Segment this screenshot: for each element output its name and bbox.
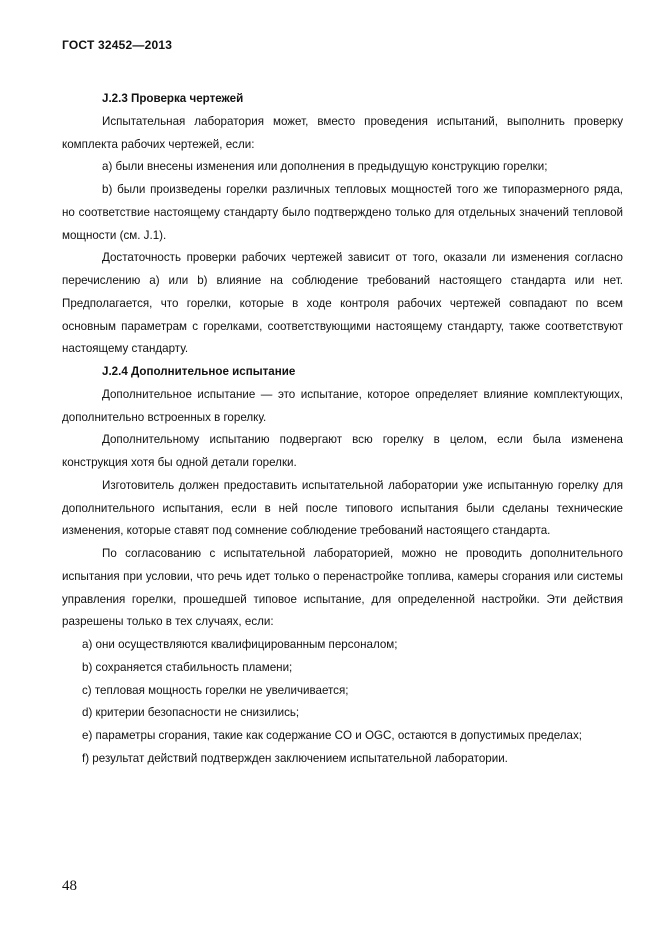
- document-body: [62, 88, 623, 771]
- list-item: e) параметры сгорания, такие как содержание CO и OGC, остаются в допустимых пределах;: [82, 729, 583, 742]
- section-heading: J.2.3 Проверка чертежей: [102, 92, 244, 105]
- list-item: а) были внесены изменения или дополнения в предыдущую конструкцию горелки;: [102, 160, 548, 174]
- document-header: ГОСТ 32452—2013: [62, 38, 173, 52]
- section-heading: J.2.4 Дополнительное испытание: [102, 365, 296, 378]
- paragraph: Достаточность проверки рабочих чертежей зависит от того, оказали ли изменения согласно перечислению a) или b) влияние на соблюдение требований настоящего стандарта или нет. Предполагается, что горелки, которые в ходе контроля рабочих чертежей совпадают по всем основным параметрам с горелками, соответствующими настоящему стандарту, также соответствуют настоящему стандарту.: [62, 251, 623, 356]
- paragraph: Изготовитель должен предоставить испытательной лаборатории уже испытанную горелку для дополнительного испытания, если в ней после типового испытания были сделаны технические изменения, которые ставят под сомнение соблюдение требований настоящего стандарта.: [62, 478, 623, 538]
- list-item: f) результат действий подтвержден заключением испытательной лаборатории.: [82, 751, 508, 765]
- list-item: b) сохраняется стабильность пламени;: [82, 660, 293, 674]
- list-item: c) тепловая мощность горелки не увеличивается;: [82, 683, 349, 697]
- list-item: d) критерии безопасности не снизились;: [82, 706, 300, 720]
- paragraph: По согласованию с испытательной лабораторией, можно не проводить дополнительного испытания при условии, что речь идет только о перенастройке топлива, камеры сгорания или системы управления горелки, прошедшей типовое испытание, для определенной настройки. Эти действия разрешены только в тех случаях, если:: [62, 547, 623, 629]
- page-number: 48: [62, 878, 77, 894]
- paragraph: Испытательная лаборатория может, вместо проведения испытаний, выполнить проверку комплекта рабочих чертежей, если:: [62, 114, 623, 151]
- paragraph: Дополнительному испытанию подвергают всю горелку в целом, если была изменена конструкция хотя бы одной детали горелки.: [62, 433, 623, 469]
- list-item: a) они осуществляются квалифицированным персоналом;: [82, 638, 398, 651]
- list-item: b) были произведены горелки различных тепловых мощностей того же типоразмерного ряда, но соответствие настоящему стандарту было подтверждено только для отдельных значений тепловой мощности (см. J.1).: [62, 183, 623, 242]
- paragraph: Дополнительное испытание — это испытание, которое определяет влияние комплектующих, дополнительно встроенных в горелку.: [62, 387, 623, 424]
